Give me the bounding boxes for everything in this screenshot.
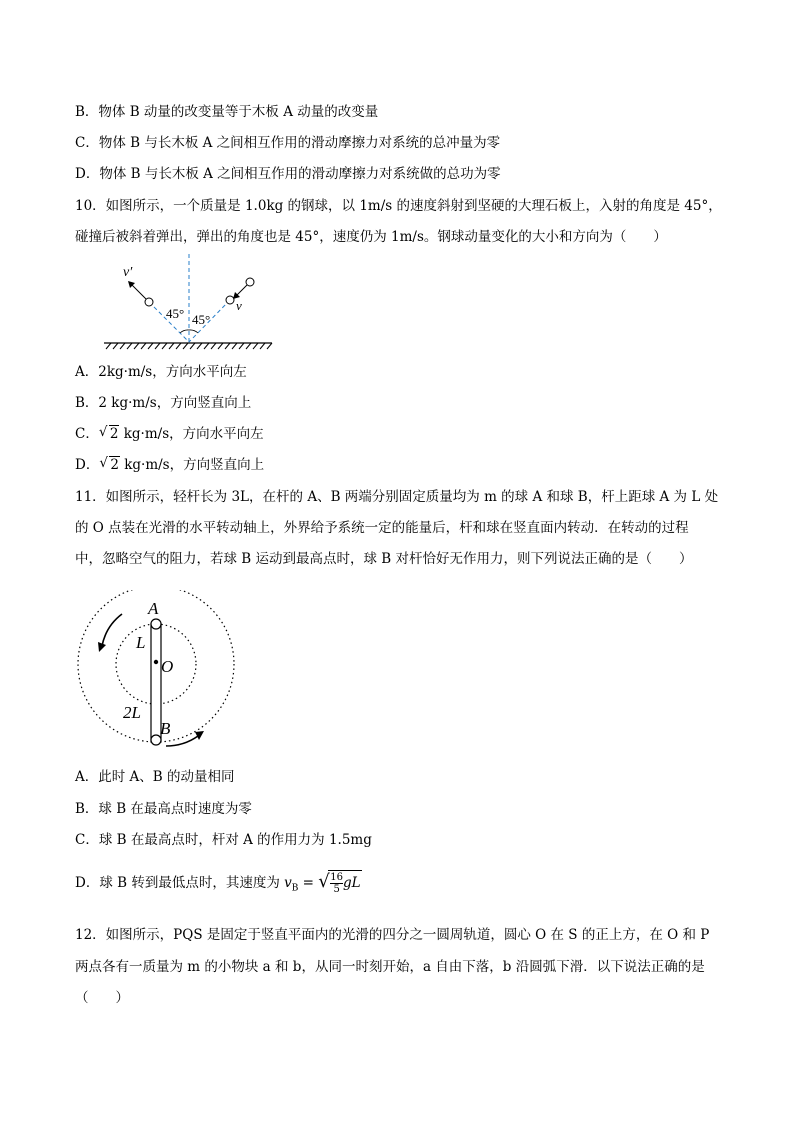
q10-incoming-ball	[246, 278, 254, 286]
q10-option-c-prefix: C．	[75, 426, 99, 442]
q11-stem-line1: 11．如图所示，轻杆长为 3L，在杆的 A、B 两端分别固定质量均为 m 的球 A 和球 B，杆上距球 A 为 L 处	[75, 489, 719, 505]
q12-stem-line3: （ ）	[75, 990, 129, 1006]
q10-label-v-prime: v′	[123, 265, 133, 280]
q10-label-angle-right: 45°	[192, 312, 211, 327]
q11-stem-line2: 的 O 点装在光滑的水平转动轴上，外界给予系统一定的能量后，杆和球在竖直面内转动．在转动的过程	[75, 520, 689, 536]
q11-option-d-sqrt: √ $\frac{16}{5}$ gL	[318, 871, 361, 895]
q10-option-c-radicand: 2	[109, 426, 119, 442]
q10-hatching	[106, 343, 272, 349]
q10-figure	[100, 252, 280, 354]
q11-option-d-num: 16	[330, 872, 344, 883]
q10-option-a: A．2kg·m/s，方向水平向左	[75, 364, 247, 380]
q10-option-b: B．2 kg·m/s，方向竖直向上	[75, 395, 252, 411]
q11-option-b: B．球 B 在最高点时速度为零	[75, 801, 252, 817]
q10-option-c-suffix: kg·m/s，方向水平向左	[119, 426, 264, 442]
q11-option-d-sub: B	[291, 883, 299, 894]
q11-option-d-v: v	[284, 875, 292, 891]
q10-option-c-sqrt: √ 2	[98, 424, 119, 442]
q10-option-d-prefix: D．	[75, 457, 100, 473]
q10-stem-line2: 碰撞后被斜着弹出，弹出的角度也是 45°，速度仍为 1m/s。钢球动量变化的大小和方向为（ ）	[75, 229, 667, 245]
q10-outgoing-ball	[145, 298, 153, 306]
q11-label-b: B	[160, 719, 171, 738]
q9-option-b: B．物体 B 动量的改变量等于木板 A 动量的改变量	[75, 104, 379, 120]
q9-option-c: C．物体 B 与长木板 A 之间相互作用的滑动摩擦力对系统的总冲量为零	[75, 135, 501, 151]
q11-option-d-prefix: D．球 B 转到最低点时，其速度为	[75, 875, 285, 891]
q11-label-2l: 2L	[123, 703, 141, 722]
q12-stem-line1: 12．如图所示，PQS 是固定于竖直平面内的光滑的四分之一圆周轨道，圆心 O 在 S 的正上方，在 O 和 P	[75, 927, 710, 943]
q10-option-d-sqrt: √ 2	[99, 455, 119, 473]
q11-option-a: A．此时 A、B 的动量相同	[75, 769, 235, 785]
q11-option-c: C．球 B 在最高点时，杆对 A 的作用力为 1.5mg	[75, 832, 372, 848]
q11-stem-line3: 中，忽略空气的阻力，若球 B 运动到最高点时，球 B 对杆恰好无作用力，则下列说法正确的是（ ）	[75, 551, 693, 567]
q11-option-d-den: 5	[333, 884, 340, 895]
q11-rotation-arrow-top	[102, 614, 122, 646]
q11-label-o: O	[161, 657, 174, 676]
q10-stem-line1: 10．如图所示，一个质量是 1.0kg 的钢球，以 1m/s 的速度斜射到坚硬的大理石板上，入射的角度是 45°，	[75, 198, 722, 214]
q11-label-a: A	[148, 599, 159, 618]
q11-figure	[74, 590, 238, 754]
q10-label-angle-left: 45°	[166, 306, 185, 321]
q10-option-c	[75, 424, 264, 444]
q10-option-d-radicand: 2	[110, 457, 119, 473]
q10-label-v: v	[236, 298, 242, 313]
q10-angle-arc-right	[189, 330, 198, 333]
q9-option-d: D．物体 B 与长木板 A 之间相互作用的滑动摩擦力对系统做的总功为零	[75, 166, 501, 182]
q10-ball-near-surface	[226, 296, 234, 304]
q11-option-d	[75, 870, 362, 901]
q11-option-d-eq: =	[298, 875, 319, 891]
q10-option-d	[75, 455, 264, 475]
q11-pivot-o	[154, 660, 158, 664]
q11-option-d-tail: gL	[343, 875, 361, 891]
q12-stem-line2: 两点各有一质量为 m 的小物块 a 和 b，从同一时刻开始，a 自由下落，b 沿圆弧下滑．以下说法正确的是	[75, 959, 705, 975]
q11-label-l: L	[136, 633, 146, 652]
q11-ball-a	[151, 619, 161, 629]
q10-angle-arc-left	[180, 330, 189, 333]
q10-option-d-suffix: kg·m/s，方向竖直向上	[119, 457, 265, 473]
